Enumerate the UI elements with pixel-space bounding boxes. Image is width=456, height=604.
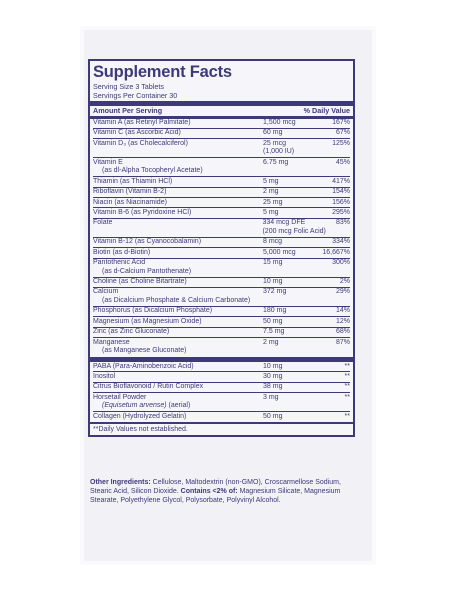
nutrient-group-2 [93,362,350,422]
amount-value: 334 mcg DFE [262,219,306,227]
amount-cell [263,249,318,258]
nutrient-name [93,129,263,138]
nutrient-name [93,188,263,197]
nutrient-name-line: Citrus Bioflavonoid / Rutin Complex [93,383,204,391]
table-row [93,218,350,237]
nutrient-source-line: (as Manganese Gluconate) [102,347,187,355]
daily-value-cell: 45% [335,158,350,166]
daily-value-cell: 167% [332,119,350,126]
table-row [93,138,350,157]
supplement-facts-box [88,59,355,437]
nutrient-name-line: Inositol [93,372,116,380]
daily-value-cell: 67% [335,129,350,137]
amount-cell [263,209,318,218]
amount-cell [263,278,318,287]
amount-value: 30 mg [263,372,283,380]
daily-value-cell: 300% [332,259,350,267]
amount-cell [263,394,318,411]
nutrient-name [93,209,263,218]
amount-value: 180 mg [263,307,287,315]
nutrient-group-1 [93,119,350,357]
nutrient-name [93,199,263,208]
nutrient-source-line [93,402,263,411]
nutrient-name-line: Vitamin A (as Retinyl Palmitate) [93,119,191,126]
daily-value-cell: ** [344,383,350,391]
amount-cell [263,288,318,305]
nutrient-name-line: Thiamin (as Thiamin HCl) [93,177,173,185]
amount-cell [263,159,318,176]
amount-value: 10 mg [263,362,283,370]
nutrient-name [93,259,263,276]
nutrient-name [93,307,263,316]
amount-value: 2 mg [263,188,279,196]
nutrient-name [93,383,263,392]
amount-value: 2 mg [263,338,279,346]
table-row [93,392,350,411]
amount-cell [263,339,318,356]
nutrient-name-line: Vitamin B-12 (as Cyanocobalamin) [93,238,202,246]
amount-value: 8 mcg [263,238,283,246]
amount-value: 7.5 mg [263,328,285,336]
nutrient-name-line: Folate [93,219,113,227]
table-row [93,247,350,257]
nutrient-name [93,363,263,372]
daily-value-cell: 29% [335,288,350,296]
servings-per-container: Servings Per Container 30 [93,91,178,100]
table-row [93,237,350,247]
table-header [93,106,350,116]
nutrient-name-line: Horsetail Powder [93,393,147,401]
facts-title: Supplement Facts [93,63,232,81]
nutrient-name-line: Biotin (as d-Biotin) [93,248,151,256]
amount-value: 6.75 mg [263,158,289,166]
daily-value-cell: 295% [332,208,350,216]
daily-value-cell: ** [344,393,350,401]
nutrient-name-line: Magnesium (as Magnesium Oxide) [93,317,202,325]
nutrient-name [93,413,263,422]
nutrient-name-line: Phosphorus (as Dicalcium Phosphate) [93,307,213,315]
nutrient-name-line: Choline (as Choline Bitartrate) [93,278,187,286]
amount-value: 3 mg [263,393,279,401]
daily-value-cell: 16,667% [322,248,350,256]
daily-value-cell: 417% [332,177,350,185]
nutrient-source-line: (as dl-Alpha Tocopheryl Acetate) [102,167,203,175]
nutrient-name-line: Vitamin B-6 (as Pyridoxine HCl) [93,208,192,216]
table-row [93,287,350,306]
nutrient-name-line: Vitamin C (as Ascorbic Acid) [93,129,181,137]
daily-value-cell: ** [344,362,350,370]
nutrient-name [93,318,263,327]
other-ingredients [90,478,358,505]
daily-value-cell: 87% [335,338,350,346]
daily-value-cell: 12% [335,317,350,325]
daily-value-cell: ** [344,412,350,420]
amount-cell [263,178,318,187]
table-row [93,128,350,138]
daily-value-cell: 2% [339,278,350,286]
table-row [93,371,350,381]
amount-cell [263,199,318,208]
amount-cell [263,238,318,247]
daily-value-cell: 334% [332,238,350,246]
other-ingredients-text: Cellulose, Maltodextrin (non-GMO), Croscarmellose Sodium, Stearic Acid, Silicon Dioxide. [90,479,341,495]
daily-value-cell: 154% [332,188,350,196]
amount-equivalent: (200 mcg Folic Acid) [262,227,326,235]
table-row [93,411,350,421]
nutrient-name [93,238,263,247]
table-row [93,362,350,371]
nutrient-name [93,178,263,187]
nutrient-name-line: Riboflavin (Vitamin B-2) [93,188,167,196]
nutrient-name [93,394,263,411]
amount-value: 25 mcg [263,139,286,147]
nutrient-name [93,249,263,258]
amount-cell [263,129,318,138]
daily-value-header: % Daily Value [303,106,350,115]
amount-value: 50 mg [263,317,283,325]
latin-name: (Equisetum arvense) [102,402,167,410]
amount-cell [263,119,318,128]
amount-value: 50 mg [263,412,283,420]
table-row [93,157,350,176]
table-row [93,119,350,128]
table-row [93,382,350,392]
contains-text: Magnesium Silicate, Magnesium Stearate, Polyethylene Glycol, Polysorbate, Polyvinyl Alcohol. [90,488,341,504]
nutrient-name-line: Niacin (as Niacinamide) [93,198,167,206]
amount-value: 10 mg [263,278,283,286]
nutrient-name [93,219,262,236]
footnote: **Daily Values not established. [93,426,188,434]
table-row [93,187,350,197]
amount-value: 5,000 mcg [263,248,296,256]
nutrient-name [93,119,263,128]
amount-value: 5 mg [263,177,279,185]
nutrient-name [93,159,263,176]
nutrient-name-line: Pantothenic Acid [93,259,146,267]
plant-part: (aerial) [166,402,191,410]
table-row [93,207,350,217]
amount-cell [263,307,318,316]
daily-value-cell: 125% [332,139,350,147]
table-row [93,258,350,277]
amount-cell [263,383,318,392]
amount-cell [263,413,318,422]
amount-cell [263,373,318,382]
nutrient-name [93,328,263,337]
nutrient-name-line: Vitamin E [93,158,123,166]
nutrient-name-line: PABA (Para-Aminobenzoic Acid) [93,362,194,370]
nutrient-name [93,278,263,287]
amount-per-serving-header: Amount Per Serving [93,106,163,115]
nutrient-name-line: Manganese [93,338,130,346]
amount-cell [262,219,326,236]
table-row [93,176,350,186]
daily-value-cell: 156% [332,198,350,206]
nutrient-name [93,140,263,157]
amount-equivalent: (1,000 IU) [263,148,295,156]
table-row [93,337,350,356]
daily-value-cell: 83% [335,219,350,227]
daily-value-cell: ** [344,372,350,380]
nutrient-name-line: Calcium [93,288,119,296]
table-row [93,277,350,287]
daily-value-cell: 68% [335,328,350,336]
amount-value: 1,500 mcg [263,119,296,126]
nutrient-name-line: Zinc (as Zinc Gluconate) [93,328,170,336]
serving-size: Serving Size 3 Tablets [93,82,164,91]
contains-label: Contains <2% of: [180,488,238,495]
amount-value: 25 mg [263,198,283,206]
amount-cell [263,363,318,372]
table-row [93,197,350,207]
nutrient-name [93,288,263,305]
amount-cell [263,328,318,337]
amount-cell [263,140,318,157]
amount-value: 372 mg [263,288,287,296]
nutrient-name-line: Collagen (Hydrolyzed Gelatin) [93,412,187,420]
other-ingredients-label: Other Ingredients: [90,479,151,486]
table-row [93,327,350,337]
nutrient-name [93,339,263,356]
nutrient-name [93,373,263,382]
amount-value: 38 mg [263,383,283,391]
nutrient-source-line: (as Dicalcium Phosphate & Calcium Carbonate) [102,297,251,305]
amount-value: 60 mg [263,129,283,137]
table-row [93,316,350,326]
amount-cell [263,188,318,197]
table-row [93,306,350,316]
daily-value-cell: 14% [335,307,350,315]
amount-value: 15 mg [263,259,283,267]
nutrient-source-line: (as d-Calcium Pantothenate) [102,267,192,275]
amount-cell [263,259,318,276]
amount-cell [263,318,318,327]
amount-value: 5 mg [263,208,279,216]
nutrient-name-line: Vitamin D₃ (as Cholecalciferol) [93,139,188,147]
